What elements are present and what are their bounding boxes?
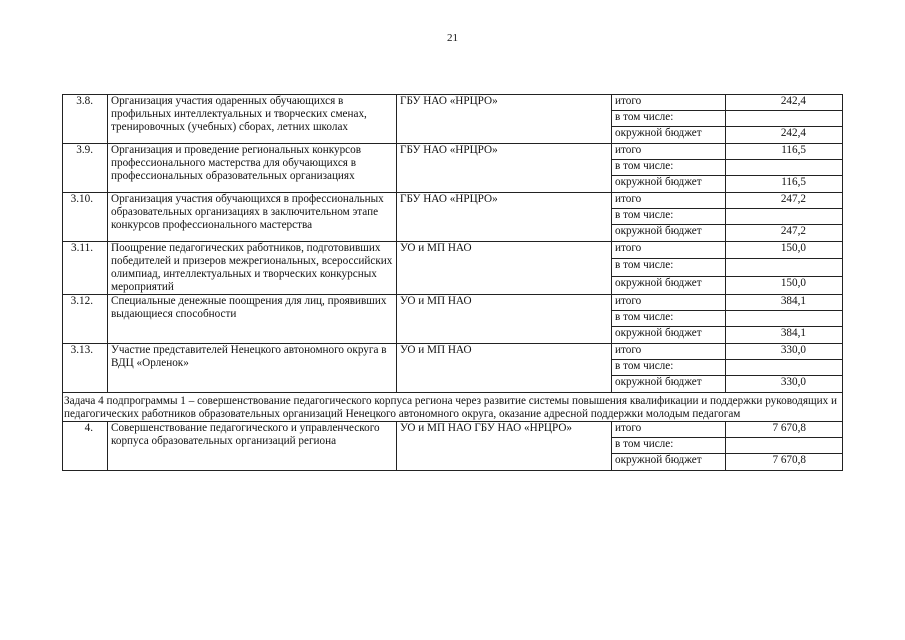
table-row: [63, 344, 843, 360]
row-executor: УО и МП НАО: [397, 295, 612, 344]
row-executor: ГБУ НАО «НРЦРО»: [397, 144, 612, 193]
label-district-budget: окружной бюджет: [612, 376, 726, 393]
value-budget: 247,2: [726, 225, 843, 242]
label-total: итого: [612, 193, 726, 209]
row-executor: ГБУ НАО «НРЦРО»: [397, 193, 612, 242]
row-executor: ГБУ НАО «НРЦРО»: [397, 95, 612, 144]
value-including-empty: [726, 438, 843, 454]
row-executor: УО и МП НАО: [397, 344, 612, 393]
task-text: Задача 4 подпрограммы 1 – совершенствование педагогического корпуса региона через развитие системы повышения квалификации и поддержки руководящих и педагогических работников образовательных организаций Ненецкого автономного округа, оказание адресной поддержки молодым педагогам: [63, 393, 843, 422]
row-name: Организация и проведение региональных конкурсов профессионального мастерства для обучающихся в профессиональных образовательных организациях: [108, 144, 397, 193]
label-total: итого: [612, 144, 726, 160]
row-number: 3.12.: [63, 295, 108, 344]
value-budget: 242,4: [726, 127, 843, 144]
table-row: [63, 242, 843, 259]
row-name: Поощрение педагогических работников, подготовивших победителей и призеров межрегиональных, всероссийских олимпиад, интеллектуальных и творческих конкурсных мероприятий: [108, 242, 397, 295]
label-total: итого: [612, 422, 726, 438]
row-number: 3.8.: [63, 95, 108, 144]
row-number: 3.11.: [63, 242, 108, 295]
value-budget: 384,1: [726, 327, 843, 344]
value-including-empty: [726, 209, 843, 225]
row-number: 4.: [63, 422, 108, 471]
value-budget: 116,5: [726, 176, 843, 193]
label-total: итого: [612, 95, 726, 111]
value-total: 150,0: [726, 242, 843, 259]
label-including: в том числе:: [612, 160, 726, 176]
row-name: Совершенствование педагогического и управленческого корпуса образовательных организаций региона: [108, 422, 397, 471]
value-including-empty: [726, 311, 843, 327]
label-including: в том числе:: [612, 311, 726, 327]
row-name: Участие представителей Ненецкого автономного округа в ВДЦ «Орленок»: [108, 344, 397, 393]
value-total: 247,2: [726, 193, 843, 209]
table-row: [63, 95, 843, 111]
value-budget: 330,0: [726, 376, 843, 393]
label-total: итого: [612, 344, 726, 360]
label-including: в том числе:: [612, 438, 726, 454]
label-including: в том числе:: [612, 111, 726, 127]
label-district-budget: окружной бюджет: [612, 276, 726, 294]
table-row: [63, 144, 843, 160]
value-total: 116,5: [726, 144, 843, 160]
label-including: в том числе:: [612, 360, 726, 376]
value-including-empty: [726, 160, 843, 176]
label-including: в том числе:: [612, 209, 726, 225]
table-row: [63, 295, 843, 311]
row-executor: УО и МП НАО ГБУ НАО «НРЦРО»: [397, 422, 612, 471]
label-district-budget: окружной бюджет: [612, 454, 726, 471]
value-including-empty: [726, 259, 843, 276]
label-total: итого: [612, 242, 726, 259]
row-name: Организация участия одаренных обучающихся в профильных интеллектуальных и творческих сменах, тренировочных (учебных) сборах, летних школах: [108, 95, 397, 144]
row-number: 3.13.: [63, 344, 108, 393]
row-number: 3.9.: [63, 144, 108, 193]
task-row: [63, 393, 843, 422]
table-row: [63, 193, 843, 209]
budget-table: [62, 94, 843, 471]
label-district-budget: окружной бюджет: [612, 327, 726, 344]
value-total: 7 670,8: [726, 422, 843, 438]
label-including: в том числе:: [612, 259, 726, 276]
row-number: 3.10.: [63, 193, 108, 242]
table-body: [63, 95, 843, 471]
value-total: 242,4: [726, 95, 843, 111]
value-budget: 7 670,8: [726, 454, 843, 471]
page-number: 21: [447, 32, 458, 44]
label-district-budget: окружной бюджет: [612, 225, 726, 242]
value-total: 384,1: [726, 295, 843, 311]
value-including-empty: [726, 360, 843, 376]
value-budget: 150,0: [726, 276, 843, 294]
table-row-final: [63, 422, 843, 438]
row-executor: УО и МП НАО: [397, 242, 612, 295]
value-total: 330,0: [726, 344, 843, 360]
row-name: Организация участия обучающихся в профессиональных образовательных организациях в заключительном этапе конкурсов профессионального мастерства: [108, 193, 397, 242]
label-district-budget: окружной бюджет: [612, 127, 726, 144]
label-total: итого: [612, 295, 726, 311]
row-name: Специальные денежные поощрения для лиц, проявивших выдающиеся способности: [108, 295, 397, 344]
value-including-empty: [726, 111, 843, 127]
label-district-budget: окружной бюджет: [612, 176, 726, 193]
